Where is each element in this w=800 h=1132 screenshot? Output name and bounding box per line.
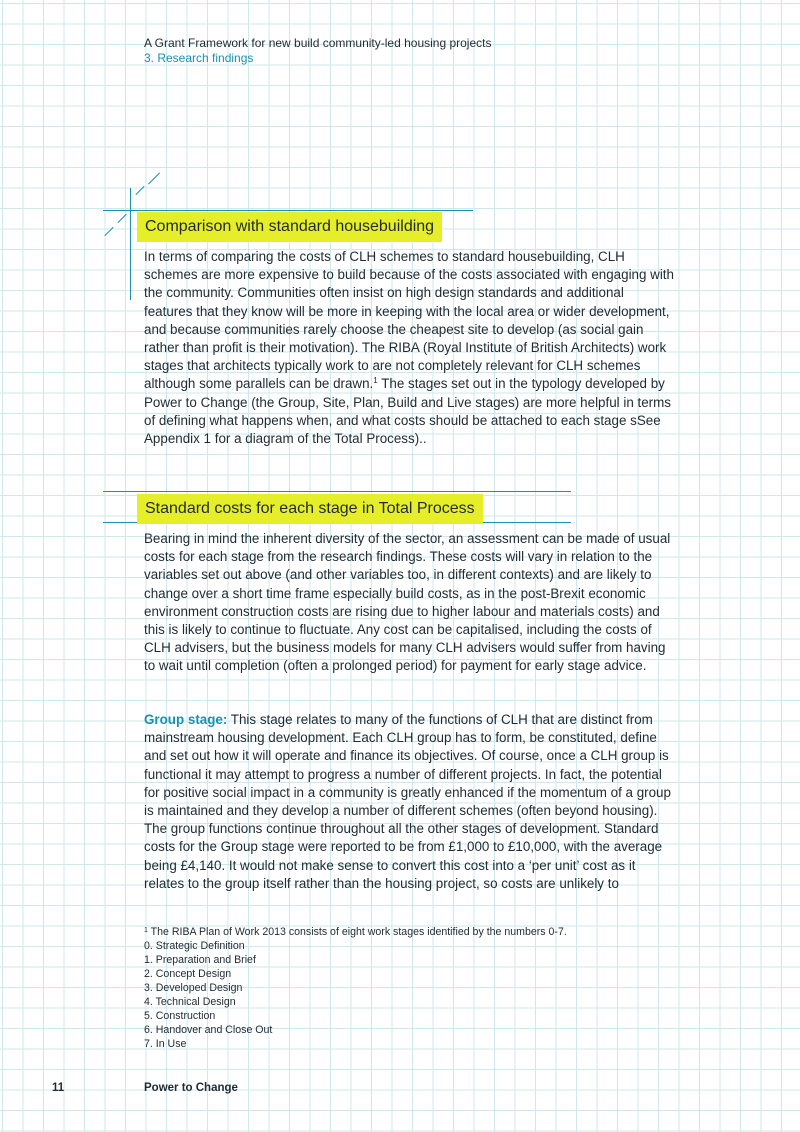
list-item: 0. Strategic Definition <box>144 940 245 952</box>
footnote-intro <box>144 925 567 939</box>
diagonal-mark <box>104 227 113 236</box>
paragraph-text: In terms of comparing the costs of CLH schemes to standard housebuilding, CLH schemes are more expensive to build because of the costs associated with engaging with the community. Communities often insist on high design standards and additional features that they know will be more in keeping with the local area or wider development, and because communities rarely choose the cheapest site to develop (as social gain rather than profit is their motivation). The RIBA (Royal Institute of British Architects) work stages that architects typically work to are not completely relevant for CLH schemes although some parallels can be drawn. <box>144 249 674 392</box>
list-item: 7. In Use <box>144 1038 187 1050</box>
paragraph-comparison <box>144 248 674 448</box>
running-header <box>144 36 491 66</box>
list-item: 6. Handover and Close Out <box>144 1024 273 1036</box>
horizontal-guide-line <box>103 210 473 211</box>
list-item: 4. Technical Design <box>144 996 236 1008</box>
section-heading-standard-costs: Standard costs for each stage in Total Process <box>137 494 483 524</box>
work-stage-list <box>144 939 567 1051</box>
list-item: 3. Developed Design <box>144 982 243 994</box>
diagonal-mark <box>148 172 160 184</box>
footer-publisher: Power to Change <box>144 1082 238 1094</box>
group-stage-text: This stage relates to many of the functions of CLH that are distinct from mainstream housing development. Each CLH group has to form, be constituted, define and set out how it will operate and finance its objectives. Of course, once a CLH group is functional it may attempt to progress a number of different projects. In fact, the potential for positive social impact in a community is greatly enhanced if the momentum of a group is maintained and they develop a number of different schemes (often beyond housing). The group functions continue throughout all the other stages of development. Standard costs for the Group stage were reported to be from £1,000 to £10,000, with the average being £4,140. It would not make sense to convert this cost into a ‘per unit’ cost as it relates to the group itself rather than the housing project, so costs are unlikely to <box>144 712 671 891</box>
page-number: 11 <box>52 1082 65 1094</box>
paragraph-group-stage <box>144 711 674 893</box>
heading-rule-top <box>103 491 571 492</box>
footnote-mark: 1 <box>144 927 148 934</box>
diagonal-mark <box>117 214 126 223</box>
footnote <box>144 925 567 1051</box>
section-label: 3. Research findings <box>144 51 254 65</box>
section-heading-comparison: Comparison with standard housebuilding <box>137 212 442 242</box>
list-item: 1. Preparation and Brief <box>144 954 256 966</box>
list-item: 2. Concept Design <box>144 968 232 980</box>
diagonal-mark <box>135 186 144 195</box>
footnote-reference: 1 <box>373 376 378 386</box>
footnote-text: The RIBA Plan of Work 2013 consists of eight work stages identified by the numbers 0-7. <box>147 926 567 938</box>
group-stage-lead: Group stage: <box>144 712 228 727</box>
paragraph-standard-costs: Bearing in mind the inherent diversity of the sector, an assessment can be made of usual costs for each stage from the research findings. These costs will vary in relation to the variables set out above (and other variables too, in different contexts) and are likely to change over a short time frame especially build costs, as in the post-Brexit economic environment construction costs are rising due to higher labour and materials costs) and this is likely to continue to fluctuate. Any cost can be capitalised, including the costs of CLH advisers, but the business models for many CLH advisers would suffer from having to wait until completion (often a prolonged period) for payment for early stage advice. <box>144 531 671 674</box>
document-title: A Grant Framework for new build community-led housing projects <box>144 36 492 50</box>
vertical-guide-line <box>130 188 131 300</box>
list-item: 5. Construction <box>144 1010 216 1022</box>
paragraph-text-continued: The stages set out in the typology developed by Power to Change (the Group, Site, Plan, Build and Live stages) are more helpful in terms of defining what happens when, and what costs should be attached to each stage sSee Appendix 1 for a diagram of the Total Process).. <box>144 376 671 447</box>
